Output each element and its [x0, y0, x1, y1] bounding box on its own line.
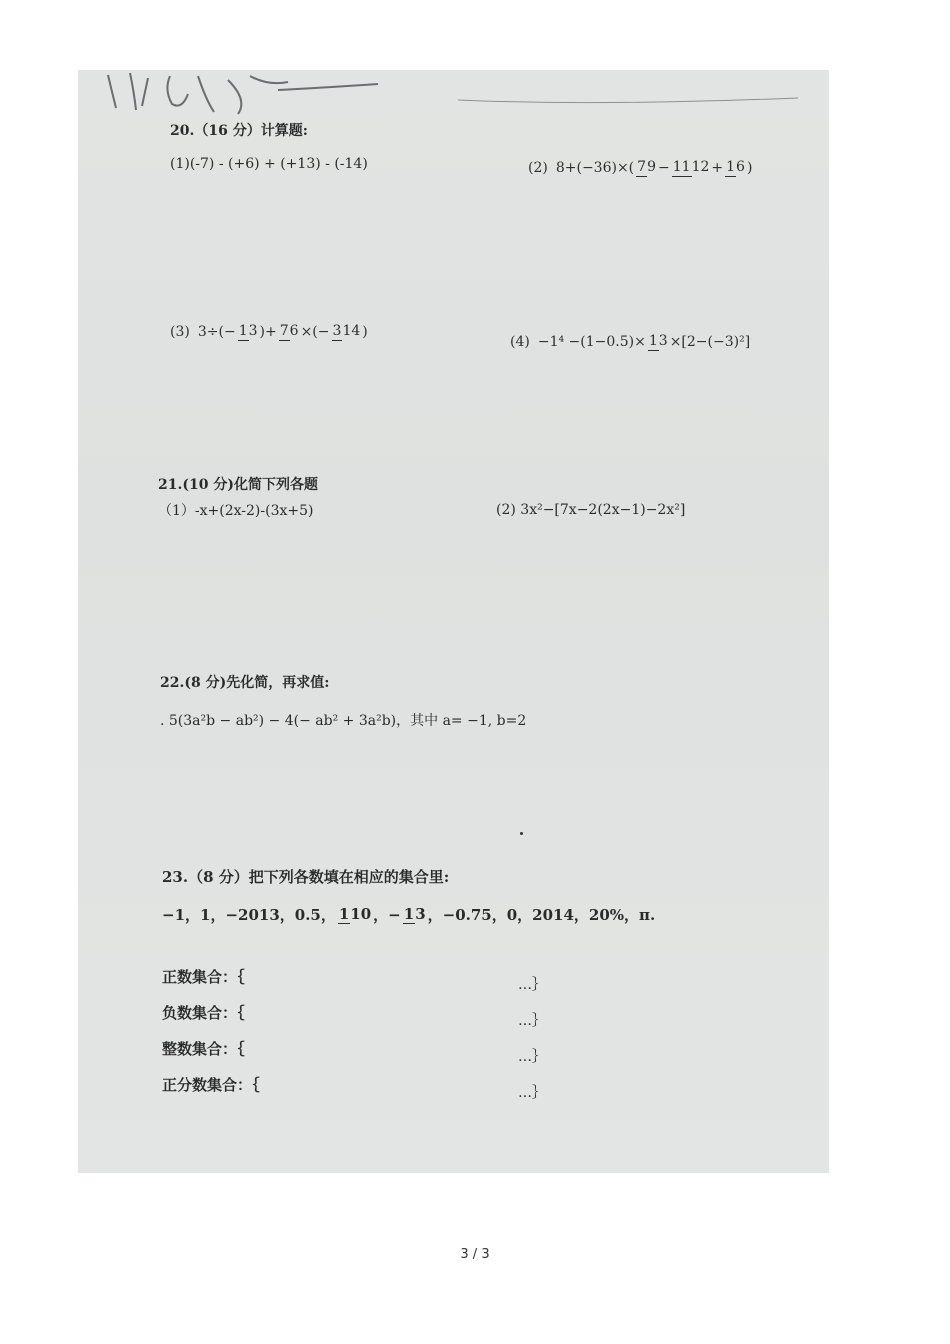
- q20-part3: [170, 322, 368, 341]
- set-positive-label: 正数集合：｛: [162, 968, 245, 986]
- fraction: 13: [238, 323, 258, 339]
- fraction: 314: [332, 323, 361, 339]
- q23-number-list: [162, 904, 655, 925]
- expr-text: ): [746, 159, 753, 176]
- set-negative-end: …｝: [518, 1013, 546, 1029]
- part-label: (4): [510, 333, 530, 350]
- fraction: 1112: [672, 159, 710, 175]
- operator: −: [658, 159, 670, 176]
- set-positive-end: …｝: [518, 977, 546, 993]
- fraction: 13: [403, 905, 426, 923]
- fraction: 13: [648, 333, 668, 349]
- number-list-text: −1，1，−2013，0.5，: [162, 906, 336, 924]
- q21-part2: (2) 3x²−[7x−2(2x−1)−2x²]: [496, 502, 686, 518]
- number-list-text: ，−0.75，0，2014，20%，π.: [427, 906, 656, 924]
- set-positive-fraction-end: …｝: [518, 1085, 546, 1101]
- set-integer-end: …｝: [518, 1049, 546, 1065]
- fraction: 16: [726, 159, 745, 175]
- page-number: 3 / 3: [460, 1247, 490, 1262]
- part-label: (2): [528, 159, 548, 176]
- number-list-text: ，−: [373, 906, 401, 924]
- expr-text: 8+(−36)×(: [555, 159, 635, 176]
- set-positive-fraction-label: 正分数集合：｛: [162, 1076, 260, 1094]
- operator: )+: [259, 323, 277, 340]
- q20-part1: (1)(-7) - (+6) + (+13) - (-14): [170, 156, 368, 172]
- expr-text: ): [362, 323, 368, 340]
- q22-title: 22.(8 分)先化简，再求值:: [160, 675, 330, 691]
- exam-sheet-photo: [78, 70, 829, 1173]
- speck-dot: [520, 832, 523, 835]
- expr-text: −1⁴ −(1−0.5)×: [537, 333, 646, 350]
- q23-title: 23.（8 分）把下列各数填在相应的集合里:: [162, 868, 450, 886]
- fraction: 76: [279, 323, 299, 339]
- q21-title: 21.(10 分)化简下列各题: [158, 477, 318, 493]
- set-integer-label: 整数集合：｛: [162, 1040, 245, 1058]
- fraction: 79: [637, 159, 656, 175]
- operator: +: [711, 159, 724, 176]
- q22-expression: . 5(3a²b − ab²) − 4(− ab² + 3a²b)，其中 a= −1, b=2: [160, 713, 527, 729]
- q21-part1: （1）-x+(2x-2)-(3x+5): [158, 503, 314, 519]
- part-label: (3): [170, 323, 190, 340]
- fraction: 110: [338, 905, 372, 923]
- expr-text: 3÷(−: [197, 323, 236, 340]
- operator: ×(−: [300, 323, 330, 340]
- q20-part4: [510, 332, 750, 351]
- q20-part2: [528, 158, 752, 177]
- expr-text: ×[2−(−3)²]: [669, 333, 751, 350]
- set-negative-label: 负数集合：｛: [162, 1004, 245, 1022]
- q20-title: 20.（16 分）计算题:: [170, 123, 308, 139]
